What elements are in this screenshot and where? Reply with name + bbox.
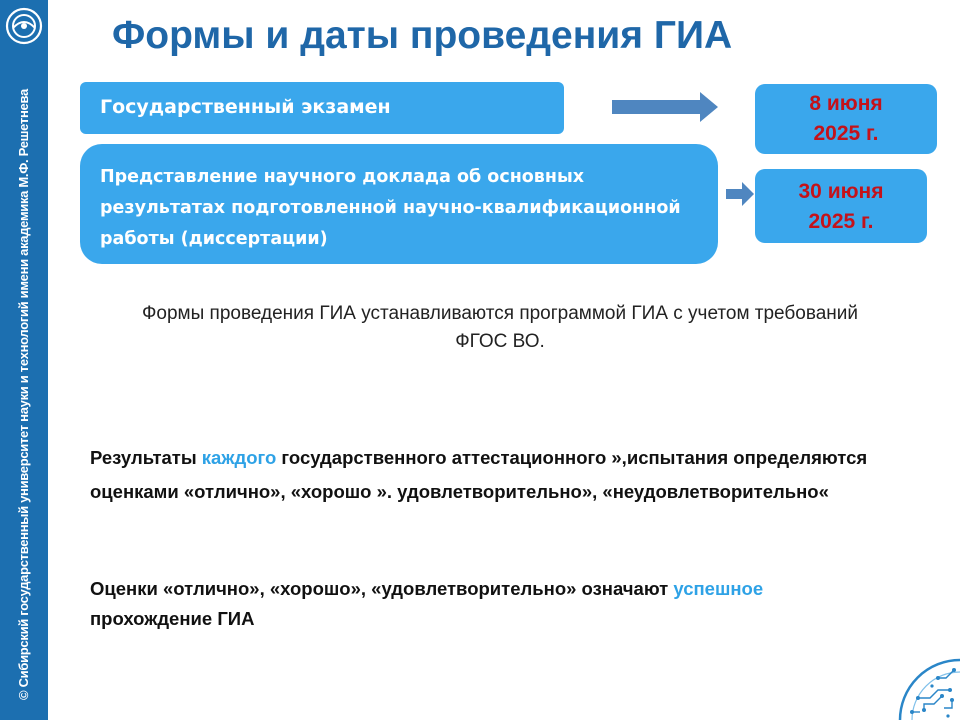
arrow-right-icon xyxy=(612,92,718,122)
page-title: Формы и даты проведения ГИА xyxy=(112,14,733,57)
arrow-right-small-icon xyxy=(726,182,754,206)
form-state-exam: Государственный экзамен xyxy=(80,82,564,134)
sidebar-university-name: © Сибирский государственный университет науки и технологий имени академика М.Ф. Решетнева xyxy=(16,89,31,700)
results-highlight: каждого xyxy=(201,447,277,468)
university-logo-icon xyxy=(4,6,44,46)
results-text-end: государственного аттестационного »,испытания определяются оценками «отлично», «хорошо ». удовлетворительно», «неудовлетворительно« xyxy=(90,447,868,502)
sidebar xyxy=(0,0,48,720)
grades-text-start: Оценки «отлично», «хорошо», «удовлетворительно» означают xyxy=(90,578,674,599)
date-year: 2025 г. xyxy=(808,210,874,233)
form-scientific-report: Представление научного доклада об основных результатах подготовленной научно-квалификационной работы (диссертации) xyxy=(80,144,718,264)
forms-note: Формы проведения ГИА устанавливаются программой ГИА с учетом требований ФГОС ВО. xyxy=(141,303,859,352)
date-day: 30 июня xyxy=(798,180,884,203)
date-scientific-report xyxy=(755,169,927,243)
date-year: 2025 г. xyxy=(813,122,879,145)
grades-text-end: прохождение ГИА xyxy=(90,608,255,629)
date-state-exam xyxy=(755,84,937,154)
grades-paragraph xyxy=(90,574,890,634)
results-text-start: Результаты xyxy=(90,447,202,468)
circuit-decoration-icon xyxy=(898,658,960,720)
results-paragraph xyxy=(90,441,890,509)
date-day: 8 июня xyxy=(809,92,883,115)
grades-highlight: успешное xyxy=(673,578,764,599)
